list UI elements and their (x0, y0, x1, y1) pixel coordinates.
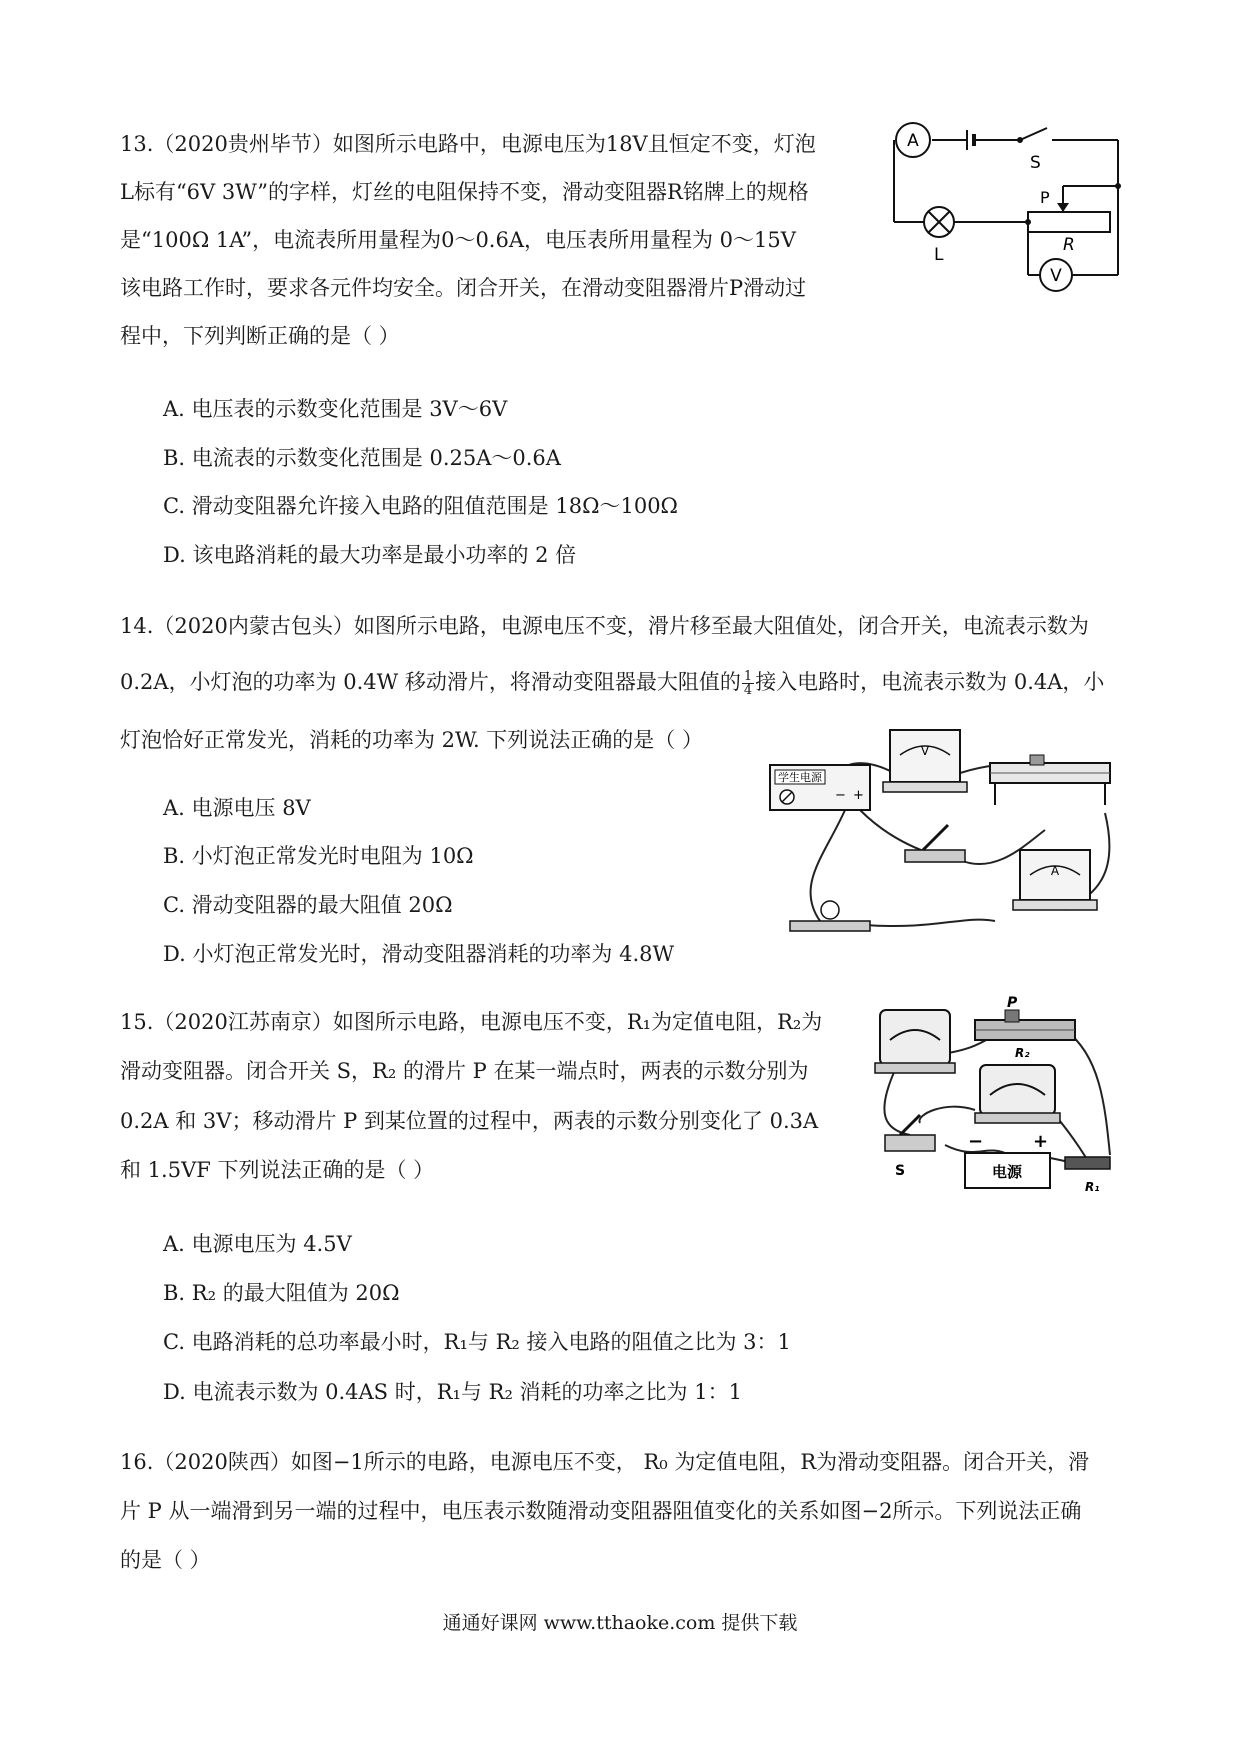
svg-text:P: P (1007, 995, 1018, 1011)
svg-text:P: P (1040, 188, 1050, 207)
q13-line-3: 是“100Ω 1A”，电流表所用量程为0～0.6A，电压表所用量程为 0～15V (120, 228, 796, 252)
q15-physical-circuit (865, 995, 1125, 1205)
svg-text:V: V (920, 744, 930, 758)
q13-line-5: 程中，下列判断正确的是（ ） (120, 324, 400, 348)
q13-option-a: A. 电压表的示数变化范围是 3V～6V (163, 397, 508, 421)
q13-circuit-diagram (880, 118, 1135, 308)
q14-bulb-holder (790, 921, 870, 931)
q16-line-2: 片 P 从一端滑到另一端的过程中，电压表示数随滑动变阻器阻值变化的关系如图−2所示。下列说法正确 (120, 1499, 1082, 1523)
svg-text:R₁: R₁ (1085, 1180, 1100, 1194)
q13-option-b: B. 电流表的示数变化范围是 0.25A～0.6A (163, 446, 561, 470)
q15-option-b: B. R₂ 的最大阻值为 20Ω (163, 1281, 400, 1305)
q13-line-2: L标有“6V 3W”的字样，灯丝的电阻保持不变，滑动变阻器R铭牌上的规格 (120, 180, 809, 204)
q14-option-a: A. 电源电压 8V (163, 796, 311, 820)
q16-line-3: 的是（ ） (120, 1548, 211, 1572)
svg-text:+: + (853, 788, 864, 803)
q13-option-c: C. 滑动变阻器允许接入电路的阻值范围是 18Ω～100Ω (163, 494, 678, 518)
q15-fixed-resistor (1065, 1157, 1110, 1169)
q14-option-c: C. 滑动变阻器的最大阻值 20Ω (163, 893, 453, 917)
q13-line-1: 13.（2020贵州毕节）如图所示电路中，电源电压为18V且恒定不变，灯泡 (120, 132, 816, 156)
q15-switch (885, 1135, 935, 1151)
q15-option-a: A. 电源电压为 4.5V (163, 1232, 352, 1256)
svg-text:A: A (907, 131, 919, 151)
q15-line-1: 15.（2020江苏南京）如图所示电路，电源电压不变，R₁为定值电阻，R₂为 (120, 1010, 823, 1034)
q15-option-c: C. 电路消耗的总功率最小时，R₁与 R₂ 接入电路的阻值之比为 3：1 (163, 1330, 791, 1354)
q14-line-3: 灯泡恰好正常发光，消耗的功率为 2W. 下列说法正确的是（ ） (120, 728, 703, 752)
q14-switch (905, 850, 965, 862)
svg-text:S: S (895, 1163, 906, 1179)
svg-text:V: V (1050, 266, 1062, 286)
svg-text:学生电源: 学生电源 (778, 771, 822, 784)
svg-text:L: L (934, 245, 944, 265)
svg-text:A: A (1050, 864, 1060, 878)
q14-option-b: B. 小灯泡正常发光时电阻为 10Ω (163, 844, 474, 868)
svg-text:−: − (968, 1131, 984, 1152)
q15-line-4: 和 1.5VF 下列说法正确的是（ ） (120, 1158, 435, 1182)
svg-text:R₂: R₂ (1015, 1046, 1030, 1060)
q15-line-2: 滑动变阻器。闭合开关 S，R₂ 的滑片 P 在某一端点时，两表的示数分别为 (120, 1059, 809, 1083)
q14-line-2: 0.2A，小灯泡的功率为 0.4W 移动滑片，将滑动变阻器最大阻值的 $\frac{1}{4}$ 接入电路时，电流表示数为 0.4A，小 (120, 669, 1105, 698)
q15-line-3: 0.2A 和 3V；移动滑片 P 到某位置的过程中，两表的示数分别变化了 0.3A (120, 1109, 819, 1133)
q13-option-d: D. 该电路消耗的最大功率是最小功率的 2 倍 (163, 543, 577, 567)
q15-meter-1 (880, 1010, 950, 1065)
q14-option-d: D. 小灯泡正常发光时，滑动变阻器消耗的功率为 4.8W (163, 942, 675, 966)
q15-meter-2 (980, 1065, 1055, 1115)
q14-line-1: 14.（2020内蒙古包头）如图所示电路，电源电压不变，滑片移至最大阻值处，闭合开关，电流表示数为 (120, 614, 1089, 638)
svg-text:−: − (835, 788, 846, 803)
q16-line-1: 16.（2020陕西）如图−1所示的电路，电源电压不变， R₀ 为定值电阻，R为滑动变阻器。闭合开关，滑 (120, 1450, 1090, 1474)
q14-bulb (821, 901, 839, 919)
q14-physical-circuit (765, 725, 1125, 950)
q15-option-d: D. 电流表示数为 0.4AS 时，R₁与 R₂ 消耗的功率之比为 1：1 (163, 1380, 742, 1404)
page-footer: 通通好课网 www.tthaoke.com 提供下载 (442, 1612, 798, 1634)
q14-fraction: $\frac{1}{4}$ (743, 669, 753, 698)
svg-text:R: R (1063, 235, 1075, 255)
svg-text:电源: 电源 (991, 1163, 1023, 1181)
svg-text:+: + (1033, 1131, 1049, 1152)
q13-line-4: 该电路工作时，要求各元件均安全。闭合开关，在滑动变阻器滑片P滑动过 (120, 276, 807, 300)
svg-text:S: S (1030, 153, 1041, 173)
